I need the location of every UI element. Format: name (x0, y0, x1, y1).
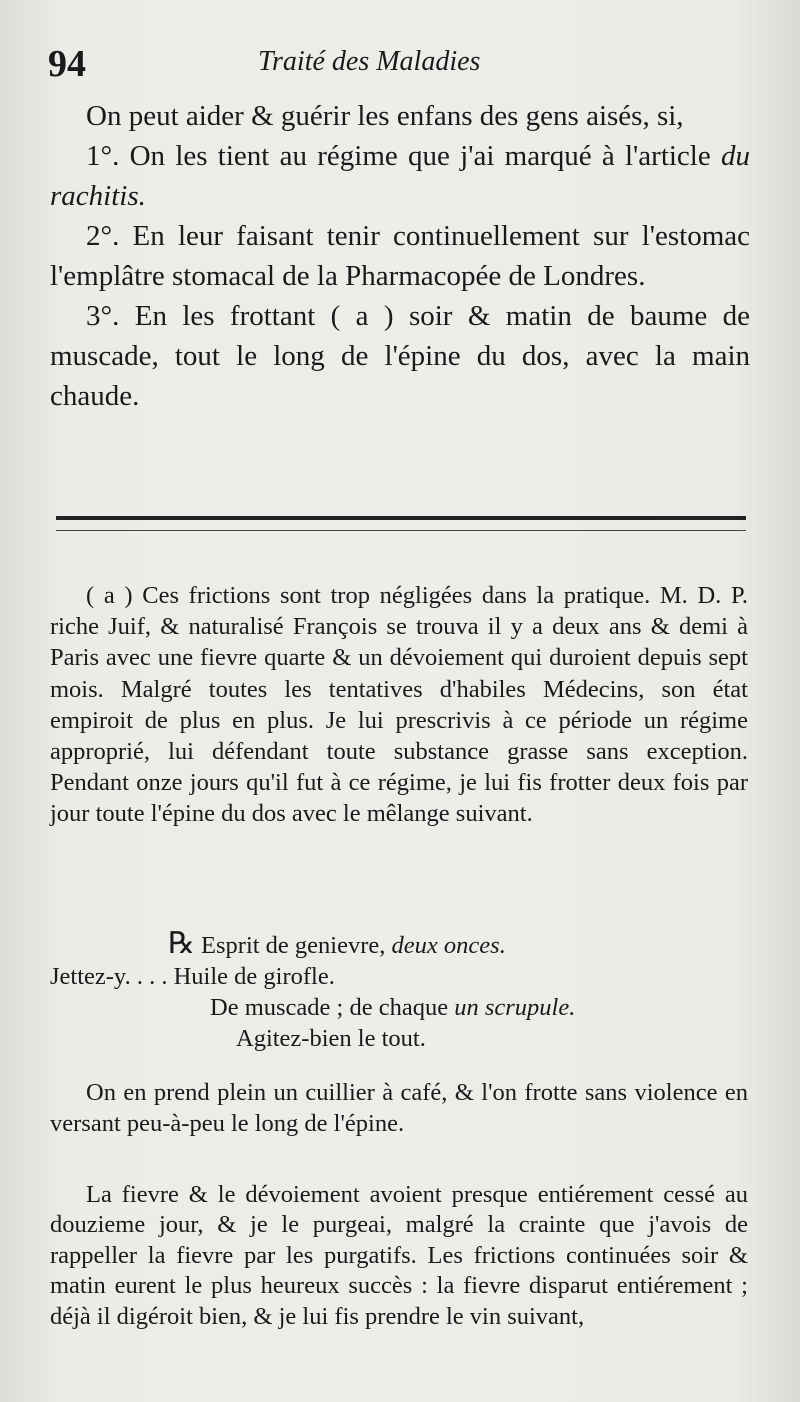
instruction-block (50, 1077, 748, 1139)
page-number: 94 (48, 43, 86, 85)
list-item-1 (50, 136, 750, 216)
continuation-paragraph: La fievre & le dévoiement avoient presque entiérement cessé au douzieme jour, & je le purgeai, malgré la crainte que j'avois de rappeller la fievre par les purgatifs. Les frictions continuées soir & matin eurent le plus heureux succès : la fievre disparut entiérement ; déjà il digéroit bien, & je lui fis prendre le vin suivant, (50, 1181, 748, 1330)
recipe-block (50, 928, 750, 1054)
list-item-1-text: 1°. On les tient au régime que j'ai marqué à l'article (86, 140, 711, 172)
list-item-2: 2°. En leur faisant tenir continuellement sur l'estomac l'emplâtre stomacal de la Pharmacopée de Londres. (50, 220, 750, 292)
recipe-amount-1: deux onces. (391, 932, 506, 959)
continuation-block (50, 1180, 748, 1332)
section-divider (56, 516, 746, 531)
recipe-line-3 (50, 992, 750, 1023)
intro-paragraph: On peut aider & guérir les enfans des gens aisés, si, (86, 100, 684, 132)
main-text (50, 96, 750, 416)
list-item-1-reference: du rachitis. (50, 140, 750, 212)
recipe-line-2: Jettez-y. . . . Huile de girofle. (50, 963, 335, 990)
page-header (48, 42, 748, 88)
instruction-paragraph: On en prend plein un cuillier à café, & l'on frotte sans violence en versant peu-à-peu le long de l'épine. (50, 1079, 748, 1137)
recipe-ingredient-3: De muscade ; de chaque (210, 994, 449, 1021)
footnote-paragraph: ( a ) Ces frictions sont trop négligées dans la pratique. M. D. P. riche Juif, & naturalisé François se trouva il y a deux ans & demi à Paris avec une fievre quarte & un dévoiement qui duroient depuis sept mois. Malgré toutes les tentatives d'habiles Médecins, son état empiroit de plus en plus. Je lui prescrivis à ce période un régime approprié, lui défendant toute substance grasse sans exception. Pendant onze jours qu'il fut à ce régime, je lui fis frotter deux fois par jour toute l'épine du dos avec le mêlange suivant. (50, 582, 748, 828)
footnote (50, 580, 748, 830)
recipe-line-4: Agitez-bien le tout. (236, 1025, 426, 1052)
prescription-symbol: ℞ (168, 927, 195, 960)
recipe-amount-3: un scrupule. (454, 994, 576, 1021)
recipe-line-1 (50, 928, 750, 961)
list-item-3: 3°. En les frottant ( a ) soir & matin de baume de muscade, tout le long de l'épine du dos, avec la main chaude. (50, 300, 750, 412)
running-title: Traité des Maladies (258, 46, 481, 77)
recipe-ingredient-1: Esprit de genievre, (201, 932, 386, 959)
